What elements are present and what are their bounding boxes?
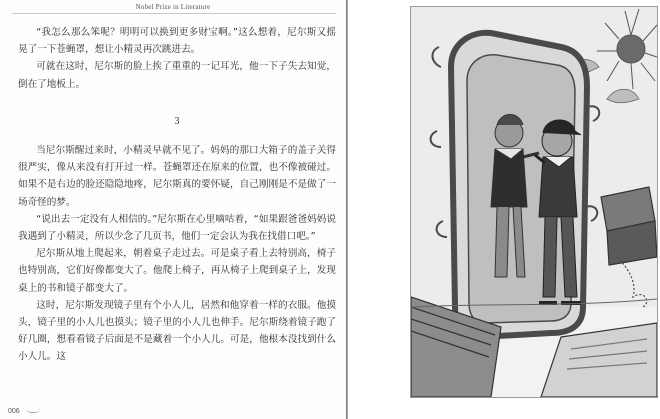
page-ornament (26, 408, 40, 413)
body-text (18, 24, 336, 366)
right-page (348, 0, 660, 419)
paragraph: 这时，尼尔斯发现镜子里有个小人儿，居然和他穿着一样的衣服。他摸头，镜子里的小人儿也摸头；镜子里的小人儿也伸手。尼尔斯绕着镜子跑了好几圈，想看看镜子后面是不是藏着一个小人儿。可是，他根本没找到什么小人儿。这 (18, 299, 336, 363)
paragraph: “我怎么那么笨呢？明明可以换到更多财宝啊。”这么想着，尼尔斯又摇晃了一下苍蝇罩，想让小精灵再次跳进去。 (18, 27, 336, 56)
paragraph: “说出去一定没有人相信的。”尼尔斯在心里嘀咕着，“如果跟爸爸妈妈说我遇到了小精灵，所以少念了几页书，他们一定会认为我在找借口吧。” (18, 213, 336, 243)
illustration-drawing (411, 7, 657, 397)
paragraph: 尼尔斯从地上爬起来，朝着桌子走过去。可是桌子看上去特别高，椅子也特别高，它们好像都变大了。他爬上椅子，再从椅子上爬到桌子上，发现桌上的书和镜子都变大了。 (18, 248, 336, 294)
paragraph: 可就在这时，尼尔斯的脸上挨了重重的一记耳光，他一下子失去知觉，倒在了地板上。 (18, 61, 336, 90)
header-rule (12, 13, 336, 14)
paragraph: 当尼尔斯醒过来时，小精灵早就不见了。妈妈的那口大箱子的盖子关得很严实，像从来没有打开过一样。苍蝇罩还在原来的位置，也不像被碰过。如果不是右边的脸还隐隐地疼，尼尔斯真的要怀疑，自己刚刚是不是做了一场奇怪的梦。 (18, 145, 336, 208)
running-header: Nobel Prize in Literature (135, 3, 211, 11)
mirror-illustration (410, 6, 658, 398)
page-number: 006 (8, 408, 20, 415)
section-number: 3 (174, 115, 180, 127)
